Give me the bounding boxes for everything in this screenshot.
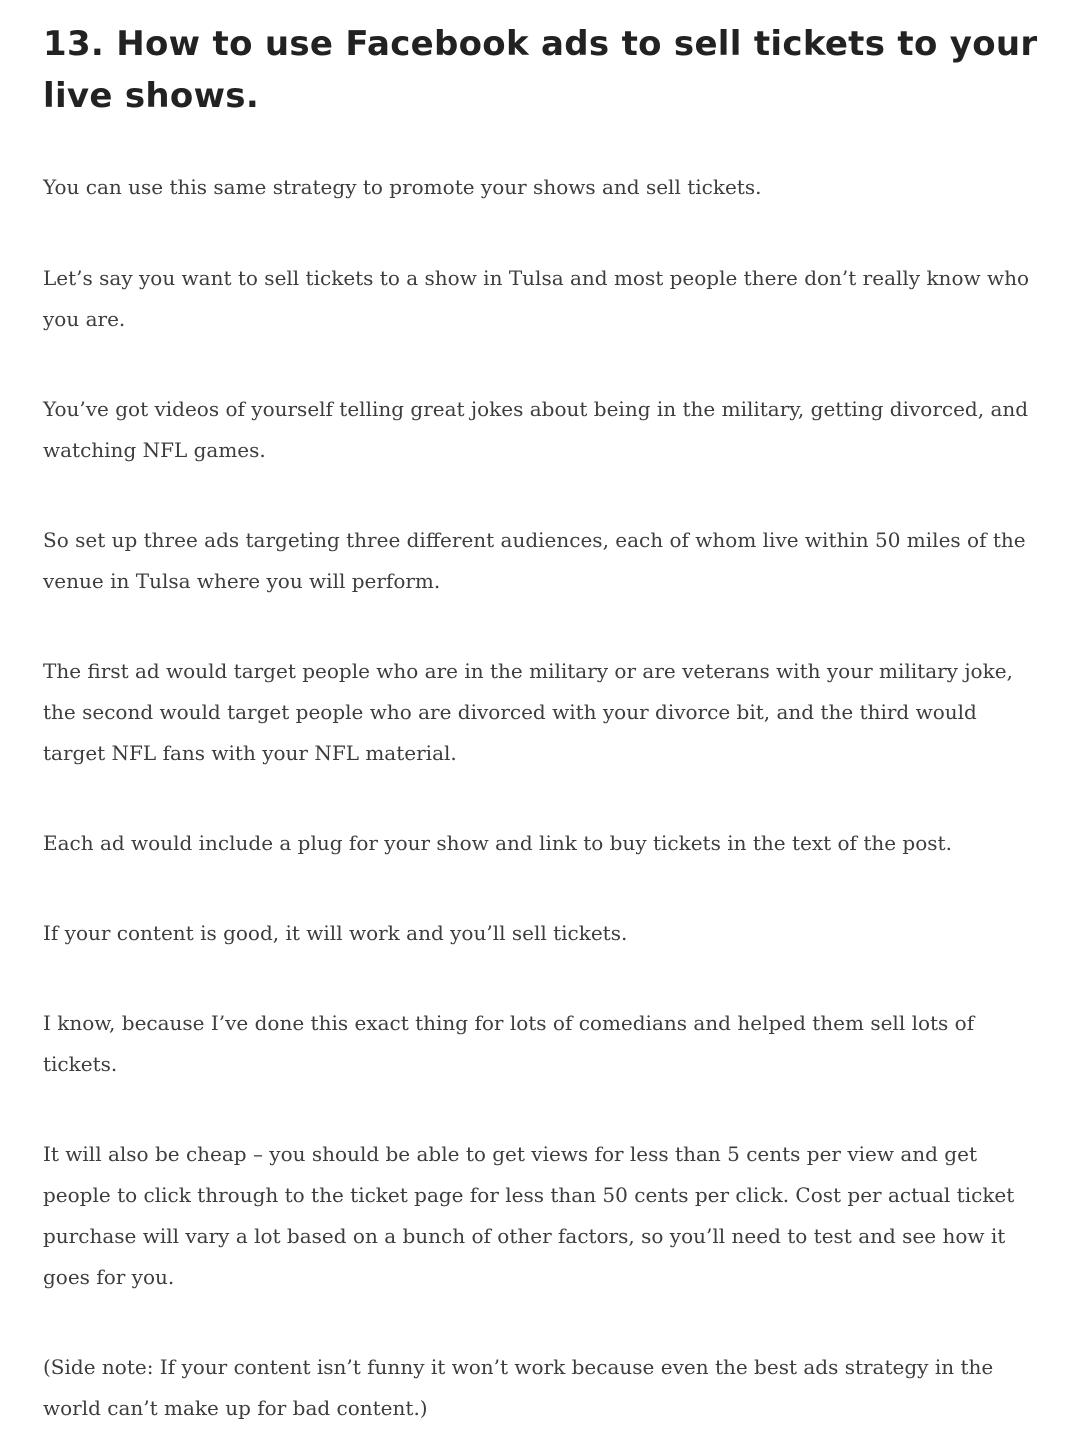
paragraph: It will also be cheap – you should be able to get views for less than 5 cents per view and get people to click through to the ticket page for less than 50 cents per click. Cost per actual ticket purchase will vary a lot based on a bunch of other factors, so you’ll need to test and see how it goes for you. bbox=[43, 1142, 1015, 1289]
paragraph: Each ad would include a plug for your show and link to buy tickets in the text of the post. bbox=[43, 831, 952, 855]
paragraph: So set up three ads targeting three different audiences, each of whom live within 50 miles of the venue in Tulsa where you will perform. bbox=[43, 528, 1026, 593]
paragraph: You’ve got videos of yourself telling great jokes about being in the military, getting divorced, and watching NFL games. bbox=[43, 397, 1029, 462]
paragraph: If your content is good, it will work and you’ll sell tickets. bbox=[43, 921, 628, 945]
paragraph: The first ad would target people who are in the military or are veterans with your military joke, the second would target people who are divorced with your divorce bit, and the third would target NFL fans with your NFL material. bbox=[43, 659, 1013, 765]
article-heading: 13. How to use Facebook ads to sell tickets to your live shows. bbox=[43, 24, 1038, 116]
article bbox=[43, 0, 1043, 1420]
paragraph: (Side note: If your content isn’t funny it won’t work because even the best ads strategy in the world can’t make up for bad content.) bbox=[43, 1355, 994, 1420]
paragraph: Let’s say you want to sell tickets to a show in Tulsa and most people there don’t really know who you are. bbox=[43, 266, 1029, 331]
paragraph: I know, because I’ve done this exact thing for lots of comedians and helped them sell lots of tickets. bbox=[43, 1011, 975, 1076]
paragraph: You can use this same strategy to promote your shows and sell tickets. bbox=[43, 175, 762, 199]
